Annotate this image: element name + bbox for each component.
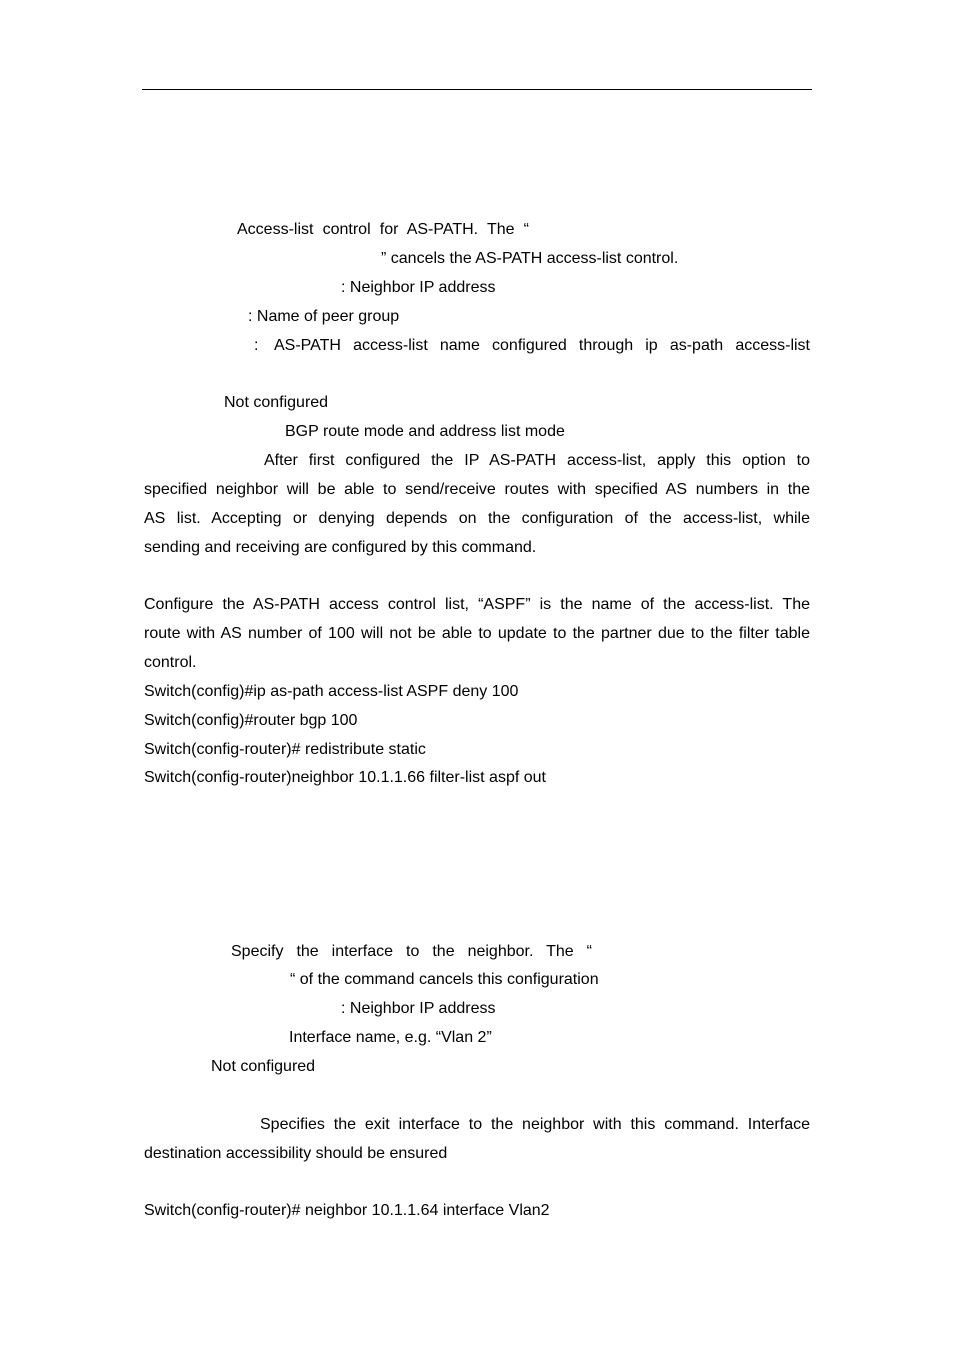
function2-line-2: “ of the command cancels this configuration [290,971,599,988]
command-mode: BGP route mode and address list mode [285,423,565,440]
example-command-2: Switch(config)#router bgp 100 [144,712,358,729]
example-command-1: Switch(config)#ip as-path access-list ASPF deny 100 [144,683,519,700]
usage-line-4: sending and receiving are configured by this command. [144,539,537,556]
param-group-desc: : Name of peer group [248,308,400,325]
example2-command: Switch(config-router)# neighbor 10.1.1.64 interface Vlan2 [144,1202,550,1219]
param-list-desc: AS-PATH access-list name configured through ip as-path access-list [274,337,810,354]
param-ip-desc: : Neighbor IP address [341,279,496,296]
param2-iface-desc: Interface name, e.g. “Vlan 2” [289,1029,492,1046]
usage-line-1: After first configured the IP AS-PATH access-list, apply this option to [264,452,810,469]
default-value: Not configured [224,394,329,411]
usage2-line-1: Specifies the exit interface to the neighbor with this command. Interface [260,1116,810,1133]
function-line-1: Access-list control for AS-PATH. The “ [237,221,529,238]
example-command-4: Switch(config-router)neighbor 10.1.1.66 filter-list aspf out [144,769,546,786]
example-command-3: Switch(config-router)# redistribute static [144,741,426,758]
usage2-line-2: destination accessibility should be ensured [144,1145,448,1162]
param2-ip-desc: : Neighbor IP address [341,1000,496,1017]
usage-line-2: specified neighbor will be able to send/receive routes with specified AS numbers in the [144,481,810,498]
function2-line-1: Specify the interface to the neighbor. The “ [231,943,592,960]
usage-line-3: AS list. Accepting or denying depends on the configuration of the access-list, while [144,510,810,527]
example-desc-line-2: route with AS number of 100 will not be able to update to the partner due to the filter table [144,625,810,642]
header-rule [142,89,812,90]
param-list-colon: : [254,337,259,354]
function-line-2: ” cancels the AS-PATH access-list control. [381,250,679,267]
default2-value: Not configured [211,1058,316,1075]
example-desc-line-1: Configure the AS-PATH access control list, “ASPF” is the name of the access-list. The [144,596,810,613]
example-desc-line-3: control. [144,654,197,671]
